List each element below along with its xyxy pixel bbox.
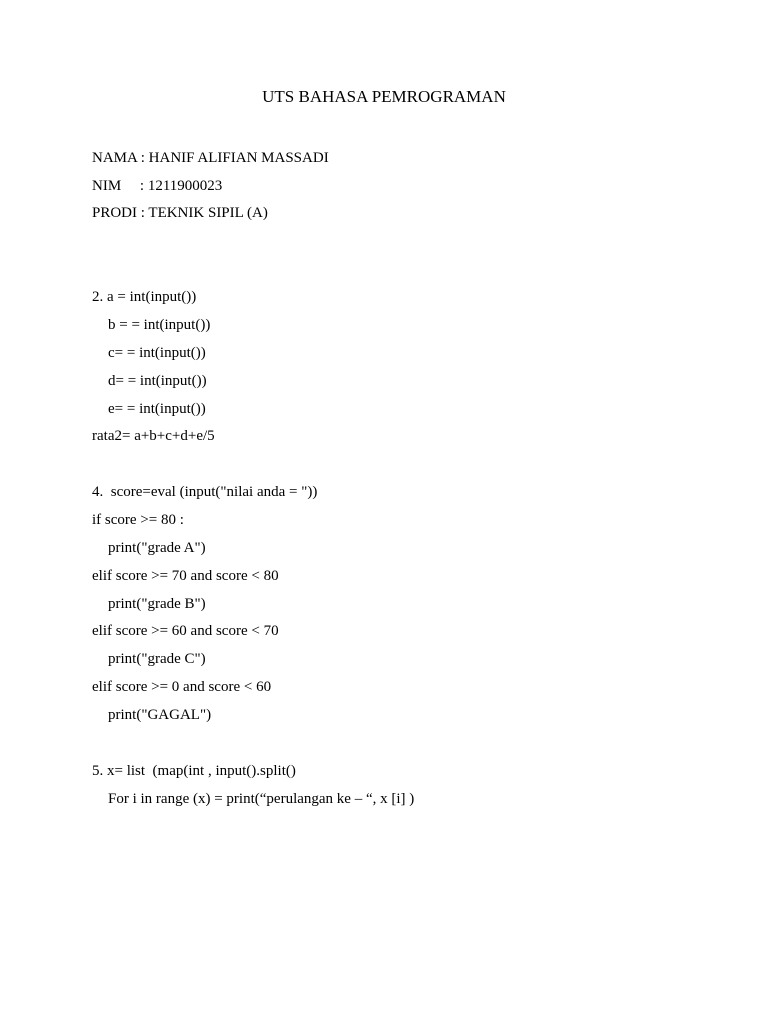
answer-4-line-1: 4. score=eval (input("nilai anda = ")) (92, 484, 318, 500)
answer-4-line-6: elif score >= 60 and score < 70 (92, 623, 279, 639)
answer-2-line-3: c= = int(input()) (108, 345, 206, 361)
answer-2-line-6: rata2= a+b+c+d+e/5 (92, 428, 215, 444)
student-name: NAMA : HANIF ALIFIAN MASSADI (92, 150, 329, 166)
document-title: UTS BAHASA PEMROGRAMAN (262, 87, 506, 106)
answer-4-line-8: elif score >= 0 and score < 60 (92, 679, 272, 695)
answer-2-line-2: b = = int(input()) (108, 317, 211, 333)
answer-4-line-2: if score >= 80 : (92, 512, 184, 528)
answer-4-line-7: print("grade C") (108, 651, 206, 667)
answer-4-line-4: elif score >= 70 and score < 80 (92, 568, 279, 584)
answer-4-line-5: print("grade B") (108, 596, 206, 612)
answer-2-line-5: e= = int(input()) (108, 401, 206, 417)
student-prodi: PRODI : TEKNIK SIPIL (A) (92, 205, 268, 221)
answer-2-line-1: 2. a = int(input()) (92, 289, 197, 305)
student-nim: NIM : 1211900023 (92, 178, 223, 194)
answer-5-line-2: For i in range (x) = print(“perulangan ke – “, x [i] ) (108, 791, 415, 807)
answer-2-line-4: d= = int(input()) (108, 373, 207, 389)
answer-5-line-1: 5. x= list (map(int , input().split() (92, 763, 296, 779)
answer-4-line-9: print("GAGAL") (108, 707, 212, 723)
answer-4-line-3: print("grade A") (108, 540, 206, 556)
